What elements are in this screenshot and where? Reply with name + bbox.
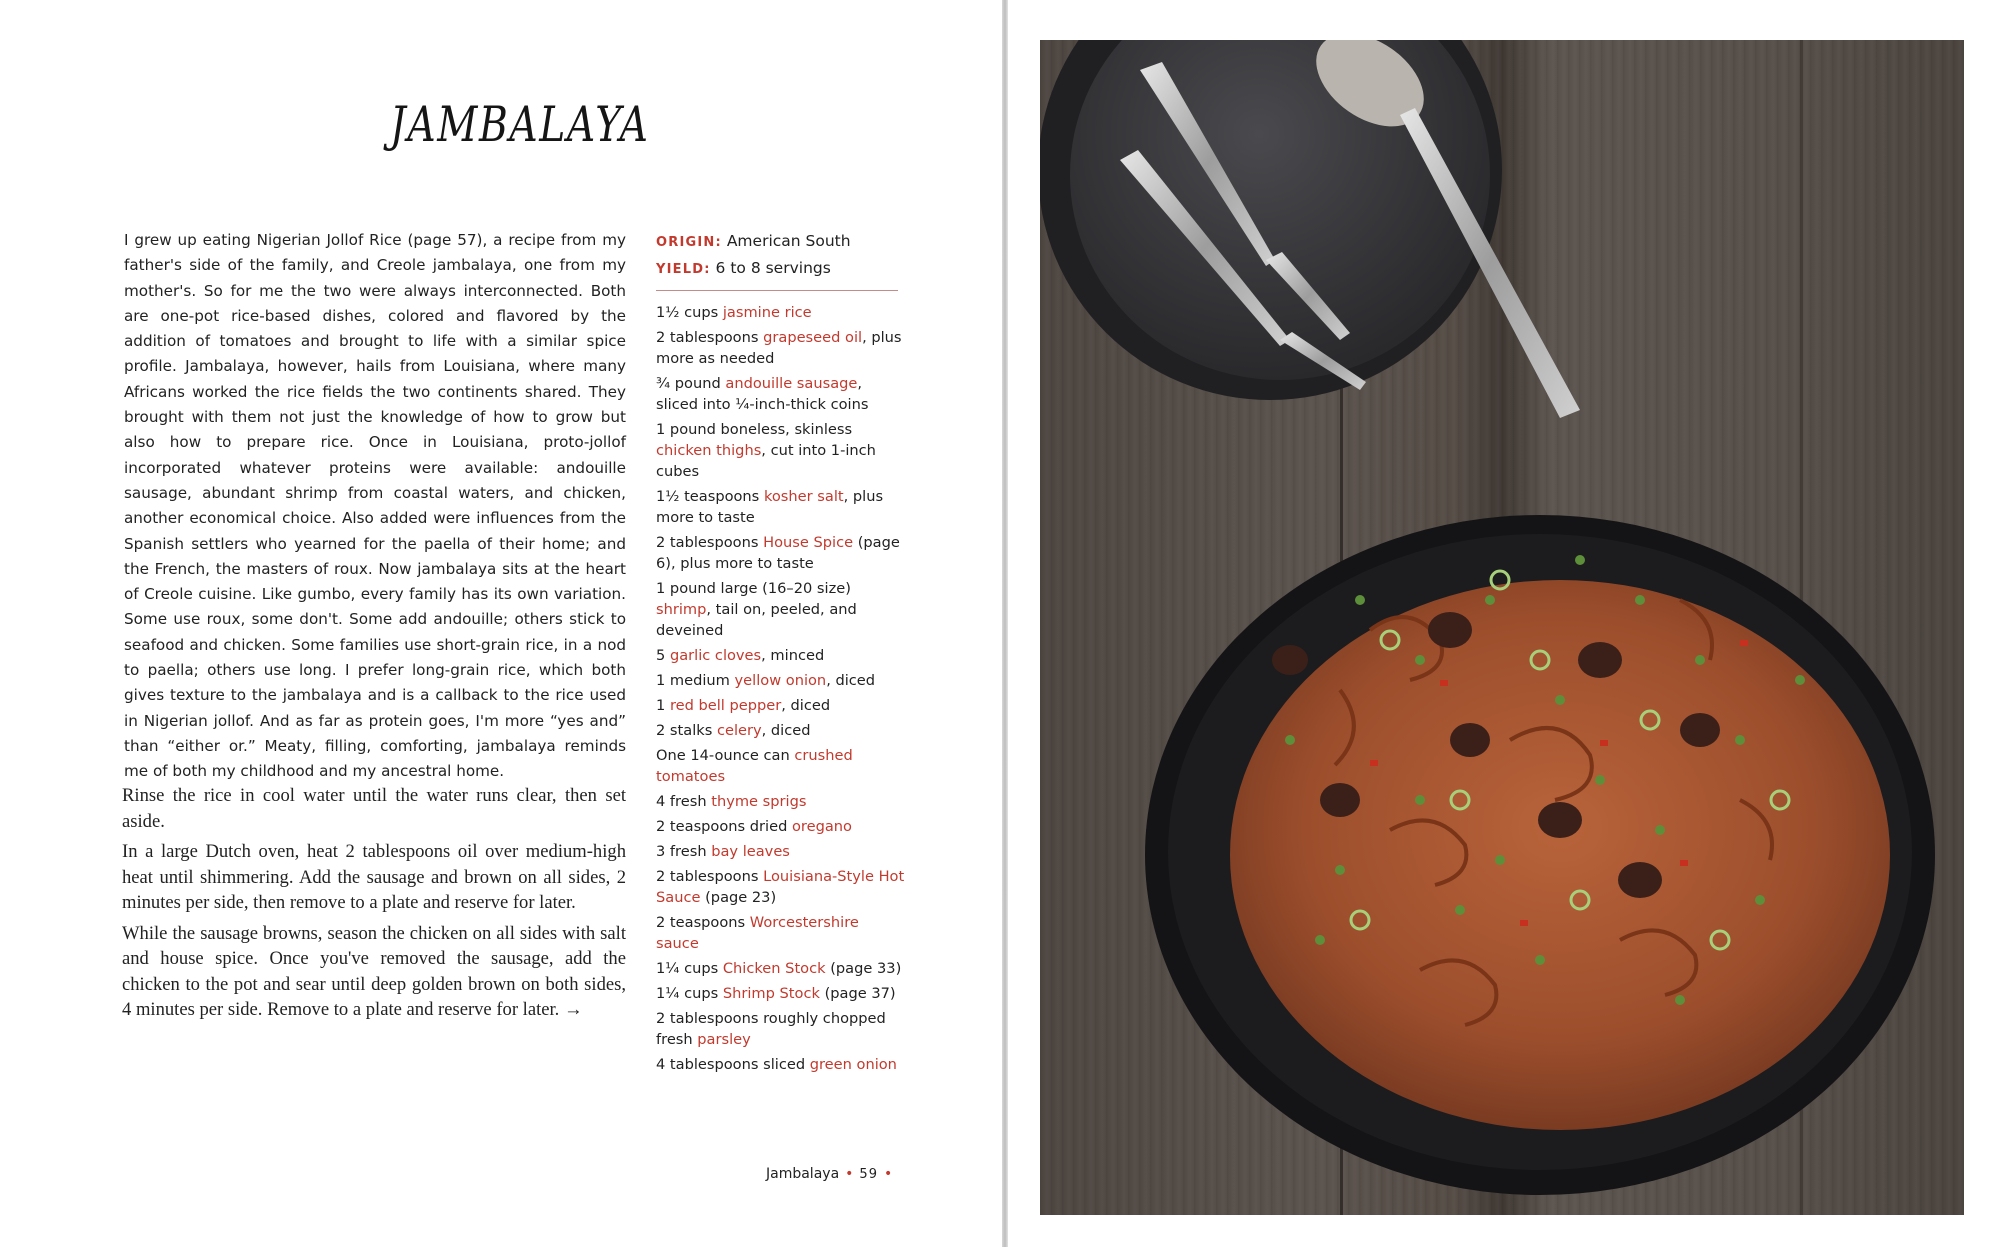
ingredient-quantity: 1¼ cups — [656, 960, 723, 977]
ingredient-item — [656, 958, 906, 979]
ingredient-note: , minced — [761, 647, 825, 664]
ingredient-quantity: 2 tablespoons roughly chopped fresh — [656, 1010, 886, 1048]
ingredient-name: oregano — [791, 818, 852, 835]
ingredient-item — [656, 670, 906, 691]
method-steps — [122, 783, 626, 1028]
ingredient-item — [656, 791, 906, 812]
ingredient-note: , plus more to taste — [656, 488, 884, 526]
ingredient-item — [656, 327, 906, 369]
ingredient-list — [656, 302, 906, 1079]
ingredient-item — [656, 983, 906, 1004]
ingredient-quantity: 2 teaspoons — [656, 914, 750, 931]
ingredient-name: chicken thighs — [656, 442, 762, 459]
origin-value: American South — [726, 232, 851, 250]
jambalaya-bowl — [1145, 515, 1935, 1195]
ingredient-item — [656, 720, 906, 741]
ingredient-quantity: 2 tablespoons — [656, 534, 764, 551]
ingredient-quantity: 1½ teaspoons — [656, 488, 764, 505]
footer-dot: • — [883, 1166, 893, 1182]
ingredient-name: red bell pepper — [669, 697, 782, 714]
plate-stack — [1040, 40, 1502, 400]
ingredient-item — [656, 532, 906, 574]
ingredient-name: celery — [716, 722, 762, 739]
ingredient-item — [656, 645, 906, 666]
yield-line — [656, 256, 900, 283]
ingredient-item — [656, 866, 906, 908]
ingredient-name: Worcestershire sauce — [656, 914, 859, 952]
ingredient-quantity: 1 — [656, 697, 670, 714]
ingredient-quantity: 1 pound boneless, skinless — [656, 421, 853, 438]
method-step: In a large Dutch oven, heat 2 tablespoons oil over medium-high heat until shimmering. Add the sausage and brown on all sides, 2 minutes per side, then remove to a plate and reserve for later. — [122, 841, 626, 913]
ingredient-item — [656, 419, 906, 482]
ingredient-quantity: 1 pound large (16–20 size) — [656, 580, 851, 597]
method-step: Rinse the rice in cool water until the water runs clear, then set aside. — [122, 785, 626, 832]
ingredient-note: (page 33) — [825, 960, 902, 977]
ingredient-quantity: 4 fresh — [656, 793, 712, 810]
ingredient-item — [656, 486, 906, 528]
method-step: While the sausage browns, season the chicken on all sides with salt and house spice. Once you've removed the sausage, add the chicken to the pot and sear until deep golden brown on both sides, 4 minutes per side. Remove to a plate and reserve for later. → — [122, 922, 626, 1020]
ingredient-note: (page 37) — [819, 985, 896, 1002]
recipe-title: JAMBALAYA — [390, 96, 650, 153]
ingredient-name: thyme sprigs — [711, 793, 807, 810]
ingredient-quantity: 2 teaspoons dried — [656, 818, 792, 835]
ingredient-name: Shrimp Stock — [722, 985, 820, 1002]
ingredient-name: Louisiana-Style Hot Sauce — [656, 868, 905, 906]
ingredient-note: , diced — [781, 697, 831, 714]
ingredient-name: parsley — [697, 1031, 751, 1048]
ingredient-note: , diced — [826, 672, 876, 689]
ingredient-item — [656, 373, 906, 415]
ingredient-item — [656, 841, 906, 862]
ingredient-quantity: 4 tablespoons sliced — [656, 1056, 810, 1073]
ingredient-quantity: 1¼ cups — [656, 985, 723, 1002]
ingredient-name: grapeseed oil — [763, 329, 863, 346]
ingredient-quantity: 2 tablespoons — [656, 329, 764, 346]
ingredient-item — [656, 1054, 906, 1075]
ingredient-quantity: 2 tablespoons — [656, 868, 764, 885]
ingredient-item — [656, 912, 906, 954]
ingredient-name: jasmine rice — [722, 304, 812, 321]
ingredient-name: crushed tomatoes — [656, 747, 853, 785]
ingredient-note: , diced — [761, 722, 811, 739]
ingredient-name: House Spice — [763, 534, 854, 551]
ingredient-item — [656, 302, 906, 323]
ingredient-item — [656, 745, 906, 787]
ingredient-quantity: ¾ pound — [656, 375, 726, 392]
recipe-meta — [656, 229, 900, 282]
ingredient-note: (page 23) — [700, 889, 777, 906]
ingredient-quantity: 1 medium — [656, 672, 735, 689]
ingredient-name: Chicken Stock — [722, 960, 826, 977]
footer-dot: • — [845, 1166, 854, 1182]
ingredient-name: green onion — [809, 1056, 897, 1073]
ingredient-note: , sliced into ¼-inch-thick coins — [656, 375, 869, 413]
ingredient-note: , tail on, peeled, and deveined — [656, 601, 857, 639]
ingredient-item — [656, 816, 906, 837]
ingredient-item — [656, 695, 906, 716]
ingredient-item — [656, 578, 906, 641]
page-number: 59 — [859, 1167, 878, 1182]
page-footer — [766, 1166, 986, 1182]
ingredient-item — [656, 1008, 906, 1050]
origin-line — [656, 229, 900, 256]
ingredient-note: (page 6), plus more to taste — [656, 534, 900, 572]
ingredient-note: , plus more as needed — [656, 329, 902, 367]
ingredient-quantity: 1½ cups — [656, 304, 723, 321]
ingredient-name: bay leaves — [711, 843, 790, 860]
food-illustration — [1040, 40, 1964, 1215]
ingredient-name: yellow onion — [734, 672, 827, 689]
origin-label: ORIGIN: — [656, 235, 722, 250]
headnote: I grew up eating Nigerian Jollof Rice (page 57), a recipe from my father's side of the family, and Creole jambalaya, one from my mother's. So for me the two were always interconnected. Both are one-pot rice-based dishes, colored and flavored by the addition of tomatoes and brought to life with a similar spice profile. Jambalaya, however, hails from Louisiana, where many Africans worked the rice fields the two continents shared. They brought with them not just the knowledge of how to grow but also how to prepare rice. Once in Louisiana, proto-jollof incorporated whatever proteins were available: andouille sausage, abundant shrimp from coastal waters, and chicken, another economical choice. Also added were influences from the Spanish settlers who yearned for the paella of their home; and the French, the masters of roux. Now jambalaya sits at the heart of Creole cuisine. Like gumbo, every family has its own variation. Some use roux, some don't. Some add andouille; others stick to seafood and chicken. Some families use short-grain rice, in a nod to paella; others use long. I prefer long-grain rice, which both gives texture to the jambalaya and is a callback to the rice used in Nigerian jollof. And as far as protein goes, I'm more “yes and” than “either or.” Meaty, filling, comforting, jambalaya reminds me of both my childhood and my ancestral home. — [124, 231, 626, 781]
ingredient-note: , cut into 1-inch cubes — [656, 442, 876, 480]
running-title: Jambalaya — [766, 1166, 840, 1182]
ingredient-name: garlic cloves — [669, 647, 762, 664]
yield-label: YIELD: — [656, 261, 711, 277]
ingredient-quantity: 2 stalks — [656, 722, 717, 739]
ingredient-quantity: One 14-ounce can — [656, 747, 795, 764]
ingredient-quantity: 5 — [656, 647, 670, 664]
meta-divider — [656, 290, 898, 291]
ingredient-name: andouille sausage — [725, 375, 858, 392]
yield-value: 6 to 8 servings — [715, 258, 831, 277]
ingredient-name: kosher salt — [763, 488, 844, 505]
ingredient-quantity: 3 fresh — [656, 843, 712, 860]
ingredient-name: shrimp — [656, 601, 707, 618]
jambalaya-photo — [1040, 40, 1964, 1215]
